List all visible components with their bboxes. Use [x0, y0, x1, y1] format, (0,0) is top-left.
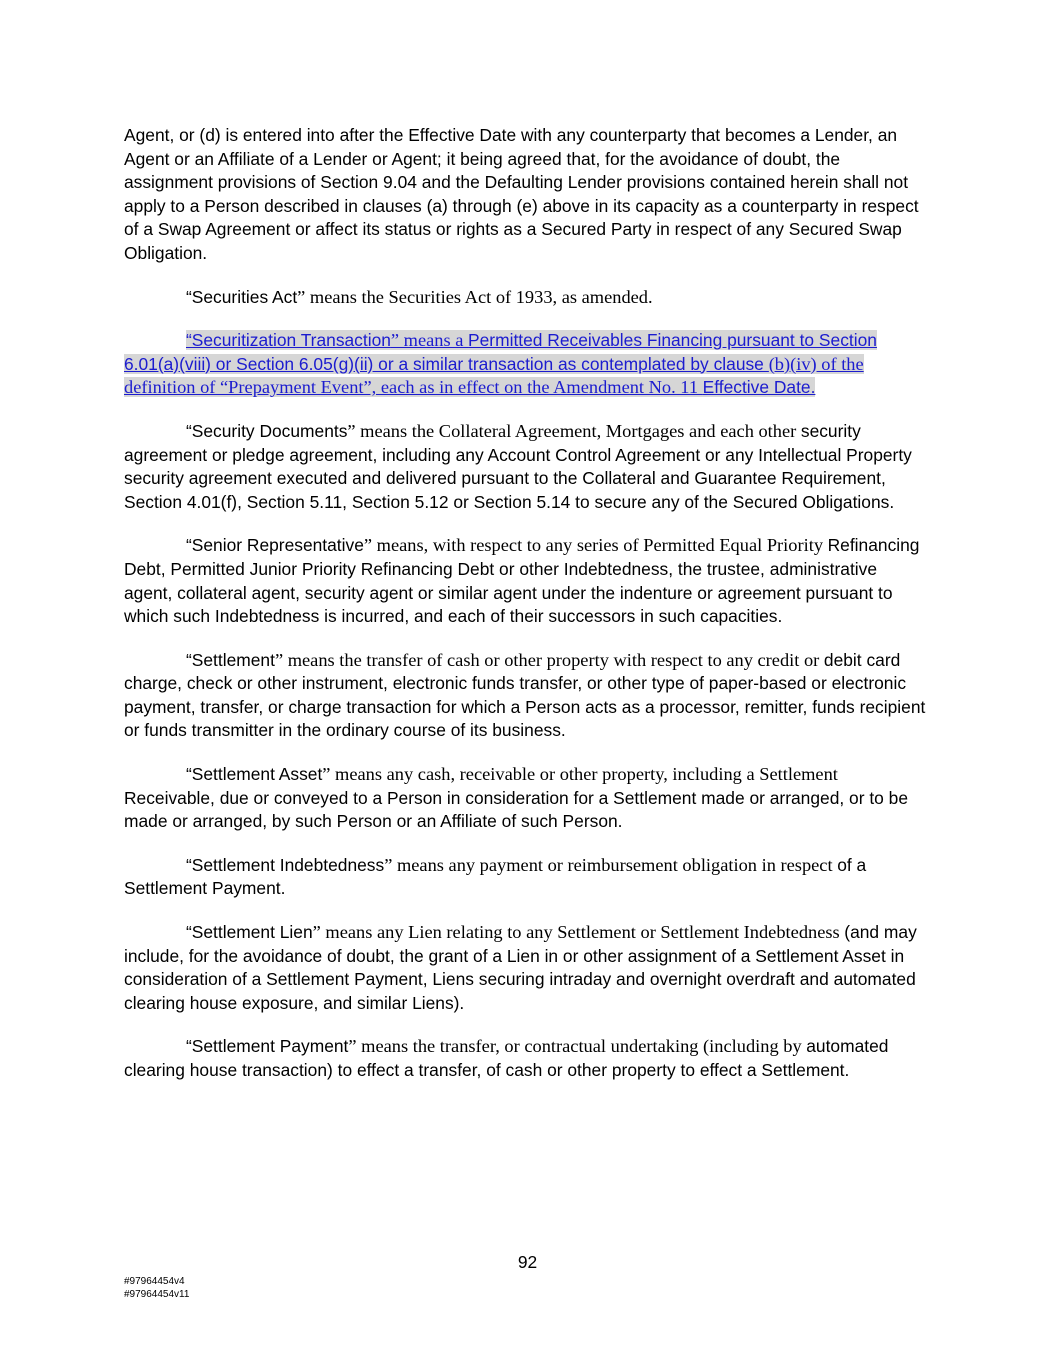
defined-term: “Settlement Lien — [186, 922, 313, 943]
definition-text: (b)(iv) of the definition of “Prepayment Event”, each as in effect on the Amendment No. 11 — [124, 353, 864, 398]
definition-text: ” means, with respect to any series of Permitted Equal Priority — [363, 535, 828, 556]
document-id: #97964454v11 — [124, 1289, 190, 1300]
definition-settlement-indebtedness — [124, 854, 930, 901]
definition-text: ” means any cash, receivable or other property, including a Settlement — [322, 764, 838, 785]
definition-text: Permitted Receivables Financing pursuant to Section 6.01(a)(viii) or Section 6.05(g)(ii) or a similar transaction as contemplated by clause — [124, 330, 877, 374]
definition-text: automated clearing house transaction) to effect a transfer, of cash or other property to effect a Settlement. — [124, 1036, 889, 1080]
definition-text: (and may include, for the avoidance of doubt, the grant of a Lien in or other assignment of a Settlement Asset in consideration of a Settlement Payment, Liens securing intraday and overnight overdraft and automated clearing house exposure, and similar Liens). — [124, 922, 917, 1013]
definition-text: Effective Date. — [702, 377, 816, 398]
definition-settlement — [124, 649, 930, 743]
definition-senior-representative — [124, 534, 930, 628]
definition-text: debit card charge, check or other instrument, electronic funds transfer, or other type of paper-based or electronic payment, transfer, or charge transaction for which a Person acts as a processor, remitter, funds recipient or funds transmitter in the ordinary course of its business. — [124, 649, 926, 741]
defined-term: “Senior Representative — [186, 535, 364, 556]
document-body — [124, 124, 930, 1103]
defined-term: “Settlement Payment — [186, 1036, 349, 1057]
definition-settlement-payment — [124, 1035, 930, 1082]
paragraph-secured-swap-continuation: Agent, or (d) is entered into after the Effective Date with any counterparty that becomes a Lender, an Agent or an Affiliate of a Lender or Agent; it being agreed that, for the avoidance of doubt, the assignment provisions of Section 9.04 and the Defaulting Lender provisions contained herein shall not apply to a Person described in clauses (a) through (e) above in its capacity as a counterparty in respect of a Swap Agreement or affect its status or rights as a Secured Party in respect of any Secured Swap Obligation. — [124, 125, 919, 263]
definition-text: ” means a — [390, 330, 469, 351]
defined-term: “Settlement Indebtedness — [186, 854, 385, 875]
definition-security-documents — [124, 420, 930, 514]
definition-text: ” means the Securities Act of 1933, as amended. — [297, 286, 653, 307]
definition-text: ” means the transfer of cash or other property with respect to any credit or — [274, 649, 824, 670]
definition-text: ” means any payment or reimbursement obligation in respect — [384, 854, 838, 875]
document-id: #97964454v4 — [124, 1276, 185, 1287]
defined-term: “Securities Act — [186, 286, 298, 307]
definition-text: ” means the transfer, or contractual undertaking (including by — [348, 1036, 807, 1057]
defined-term: “Settlement Asset — [186, 764, 323, 785]
defined-term: “Settlement — [186, 649, 275, 670]
definition-securities-act — [124, 286, 930, 310]
definition-text: ” means the Collateral Agreement, Mortgages and each other — [347, 420, 801, 441]
definition-text: ” means any Lien relating to any Settlement or Settlement Indebtedness — [312, 922, 845, 943]
definition-text: of a Settlement Payment. — [124, 854, 867, 899]
page-number: 92 — [517, 1252, 538, 1272]
defined-term: “Securitization Transaction — [186, 330, 391, 351]
definition-securitization-transaction — [124, 329, 930, 400]
defined-term: “Security Documents — [186, 420, 348, 441]
definition-text: Receivable, due or conveyed to a Person in consideration for a Settlement made or arranged, or to be made or arranged, by such Person or an Affiliate of such Person. — [124, 787, 909, 832]
definition-settlement-lien — [124, 921, 930, 1015]
definition-text: security agreement or pledge agreement, including any Account Control Agreement or any Intellectual Property security agreement executed and delivered pursuant to the Collateral and Guarantee Requirement, Section 4.01(f), Section 5.11, Section 5.12 or Section 5.14 to secure any of the Secured Obligations. — [124, 420, 912, 512]
definition-settlement-asset — [124, 763, 930, 834]
definition-text: Refinancing Debt, Permitted Junior Priority Refinancing Debt or other Indebtedness, the trustee, administrative agent, collateral agent, security agent or similar agent under the indenture or agreement pursuant to which such Indebtedness is incurred, and each of their successors in such capacities. — [124, 535, 920, 627]
